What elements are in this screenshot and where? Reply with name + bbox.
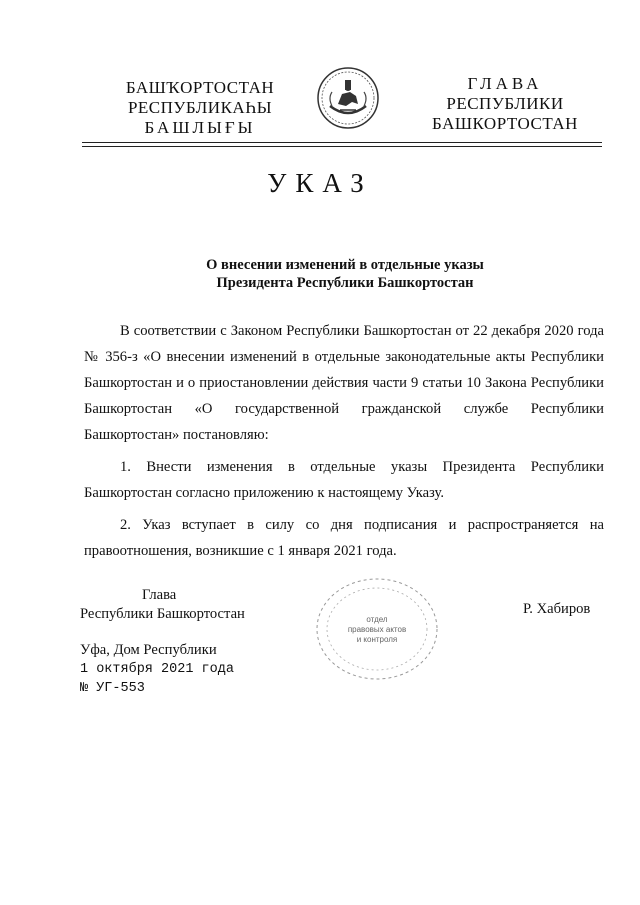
subject-line-1: О внесении изменений в отдельные указы <box>206 257 484 273</box>
stamp-line-2: правовых актов <box>347 625 407 634</box>
document-title: УКАЗ <box>267 168 373 198</box>
document-place-date <box>80 641 234 698</box>
document-body <box>84 318 604 570</box>
signatory-position-line-1: Глава <box>142 587 177 603</box>
header-right-line-1: ГЛАВА <box>467 74 543 93</box>
document-subject <box>120 256 570 292</box>
preamble-paragraph: В соответствии с Законом Республики Башкортостан от 22 декабря 2020 года № 356-з «О внесении изменений в отдельные законодательные акты Республики Башкортостан и о приостановлении действия части 9 статьи 10 Закона Республики Башкортостан «О государственной гражданской службе Республики Башкортостан» постановляю: <box>84 323 604 443</box>
stamp-line-3: и контроля <box>356 635 398 644</box>
header-divider-thick <box>82 142 602 143</box>
item-2-paragraph: 2. Указ вступает в силу со дня подписания и распространяется на правоотношения, возникшие с 1 января 2021 года. <box>84 517 604 559</box>
header-right-line-2: РЕСПУБЛИКИ <box>446 94 564 113</box>
header-right-title <box>425 74 585 134</box>
subject-line-2: Президента Республики Башкортостан <box>216 275 474 291</box>
seal-stamp <box>312 574 442 684</box>
header-right-line-3: БАШКОРТОСТАН <box>432 114 578 133</box>
header-left-line-1: БАШҠОРТОСТАН <box>125 78 275 97</box>
header-divider-thin <box>82 146 602 147</box>
signatory-position <box>80 586 245 624</box>
header-left-line-3: БАШЛЫҒЫ <box>144 118 256 137</box>
stamp-line-1: отдел <box>366 615 388 624</box>
signatory-position-line-2: Республики Башкортостан <box>80 606 245 622</box>
document-date: 1 октября 2021 года <box>80 662 234 677</box>
item-1-paragraph: 1. Внести изменения в отдельные указы Президента Республики Башкортостан согласно приложению к настоящему Указу. <box>84 459 604 501</box>
header-left-line-2: РЕСПУБЛИКАҺЫ <box>127 98 273 117</box>
coat-of-arms-emblem-icon <box>316 66 380 130</box>
document-number: № УГ-553 <box>80 681 145 696</box>
signatory-name: Р. Хабиров <box>523 601 591 617</box>
document-location: Уфа, Дом Республики <box>80 642 217 658</box>
header-left-title <box>100 78 300 138</box>
